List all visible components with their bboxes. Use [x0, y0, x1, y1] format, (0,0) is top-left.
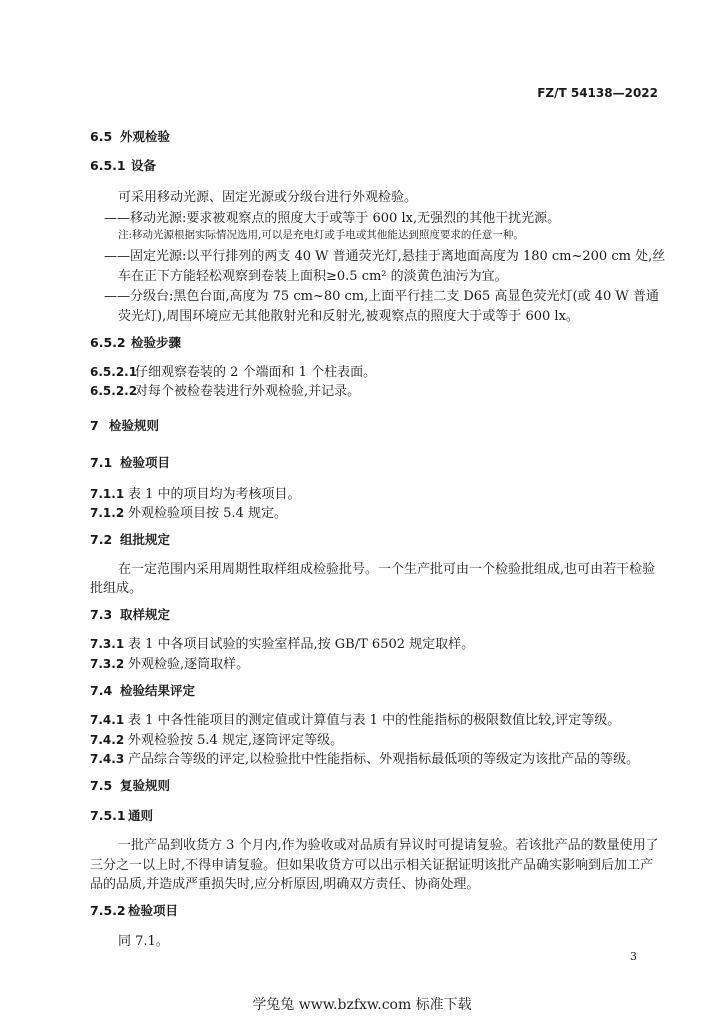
clause-text: 外观检验按 5.4 规定,逐筒评定等级。 [128, 733, 344, 748]
section-number: 7.2 [90, 532, 113, 547]
section-number: 7.1 [90, 455, 113, 470]
fixed-light-item-line2: 车在正下方能轻松观察到卷装上面积≥0.5 cm² 的淡黄色油污为宜。 [118, 269, 508, 284]
fixed-light-item-line1: ——固定光源:以平行排列的两支 40 W 普通荧光灯,悬挂于离地面高度为 180 cm~200 cm 处,丝 [104, 249, 666, 264]
section-7-1-heading [90, 453, 170, 471]
section-title: 复验规则 [120, 778, 171, 793]
equipment-intro: 可采用移动光源、固定光源或分级台进行外观检验。 [118, 190, 418, 205]
mobile-light-note: 注:移动光源根据实际情况选用,可以是充电灯或手电或其他能达到照度要求的任意一种。 [118, 229, 524, 241]
clause-6-5-2-1 [90, 361, 376, 380]
section-number: 7.5.1 [90, 808, 126, 823]
clause-number: 6.5.2.1 [90, 365, 138, 379]
clause-text: 产品综合等级的评定,以检验批中性能指标、外观指标最低项的等级定为该批产品的等级。 [128, 752, 640, 767]
section-title: 检验规则 [109, 418, 160, 433]
clause-number: 7.1.2 [90, 506, 125, 520]
clause-7-3-2 [90, 653, 249, 672]
section-7-4-heading [90, 681, 195, 699]
section-number: 7.5.2 [90, 903, 126, 918]
retest-para-line1: 一批产品到收货方 3 个月内,作为验收或对品质有异议时可提请复验。若该批产品的数量使用了 [118, 838, 659, 853]
section-7-3-heading [90, 605, 170, 623]
section-6-5-2-heading [90, 333, 181, 351]
page-number: 3 [630, 950, 637, 963]
footer-watermark: 学兔兔 www.bzfxw.com 标准下载 [252, 997, 472, 1013]
clause-number: 7.4.3 [90, 752, 125, 766]
clause-7-4-2 [90, 729, 343, 748]
clause-text: 仔细观察卷装的 2 个端面和 1 个柱表面。 [135, 365, 377, 380]
clause-number: 7.1.1 [90, 487, 125, 501]
clause-number: 7.4.2 [90, 733, 125, 747]
batching-para-line2: 批组成。 [90, 581, 143, 596]
retest-para-line3: 品的品质,并造成严重损失时,应分析原因,明确双方责任、协商处理。 [90, 877, 480, 892]
clause-text: 外观检验,逐筒取样。 [128, 657, 250, 672]
standard-code: FZ/T 54138—2022 [537, 86, 658, 100]
section-title: 检验结果评定 [120, 683, 196, 698]
clause-6-5-2-2 [90, 380, 360, 399]
clause-number: 6.5.2.2 [90, 384, 138, 398]
chapter-7-heading [90, 416, 159, 434]
clause-text: 表 1 中各项目试验的实验室样品,按 GB/T 6502 规定取样。 [128, 637, 475, 652]
clause-number: 7.3.2 [90, 657, 125, 671]
clause-number: 7.4.1 [90, 713, 125, 727]
clause-7-1-2 [90, 502, 287, 521]
section-7-5-1-heading [90, 806, 153, 824]
section-title: 外观检验 [120, 129, 171, 144]
section-number: 6.5.1 [90, 158, 126, 173]
section-title: 通则 [128, 808, 154, 823]
clause-number: 7.3.1 [90, 637, 125, 651]
section-title: 检验项目 [128, 903, 179, 918]
section-title: 检验步骤 [131, 335, 182, 350]
section-title: 设备 [131, 158, 157, 173]
clause-7-4-3 [90, 748, 639, 767]
clause-text: 表 1 中各性能项目的测定值或计算值与表 1 中的性能指标的极限数值比较,评定等级。 [128, 713, 621, 728]
clause-text: 表 1 中的项目均为考核项目。 [128, 487, 301, 502]
clause-text: 外观检验项目按 5.4 规定。 [128, 506, 287, 521]
section-7-5-2-heading [90, 901, 178, 919]
section-title: 检验项目 [120, 455, 171, 470]
section-6-5-1-heading [90, 156, 156, 174]
section-title: 取样规定 [120, 607, 171, 622]
batching-para-line1: 在一定范围内采用周期性取样组成检验批号。一个生产批可由一个检验批组成,也可由若干检验 [118, 562, 656, 577]
clause-7-4-1 [90, 709, 620, 728]
grading-table-item-line1: ——分级台:黑色台面,高度为 75 cm~80 cm,上面平行挂二支 D65 高显色荧光灯(或 40 W 普通 [104, 289, 659, 304]
section-title: 组批规定 [120, 532, 171, 547]
mobile-light-item: ——移动光源:要求被观察点的照度大于或等于 600 lx,无强烈的其他干扰光源。 [104, 211, 561, 226]
retest-para-line2: 三分之一以上时,不得申请复验。但如果收货方可以出示相关证据证明该批产品确实影响到后加工产 [90, 858, 654, 873]
section-number: 6.5.2 [90, 335, 126, 350]
section-6-5-heading [90, 127, 170, 145]
grading-table-item-line2: 荧光灯),周围环境应无其他散射光和反射光,被观察点的照度大于或等于 600 lx。 [118, 309, 579, 324]
section-number: 7 [90, 418, 99, 433]
clause-text: 对每个被检卷装进行外观检验,并记录。 [135, 384, 361, 399]
retest-items-text: 同 7.1。 [118, 934, 169, 949]
section-number: 7.4 [90, 683, 113, 698]
section-number: 7.5 [90, 778, 113, 793]
section-number: 7.3 [90, 607, 113, 622]
clause-7-3-1 [90, 633, 474, 652]
section-7-5-heading [90, 776, 170, 794]
section-7-2-heading [90, 530, 170, 548]
clause-7-1-1 [90, 483, 301, 502]
section-number: 6.5 [90, 129, 113, 144]
